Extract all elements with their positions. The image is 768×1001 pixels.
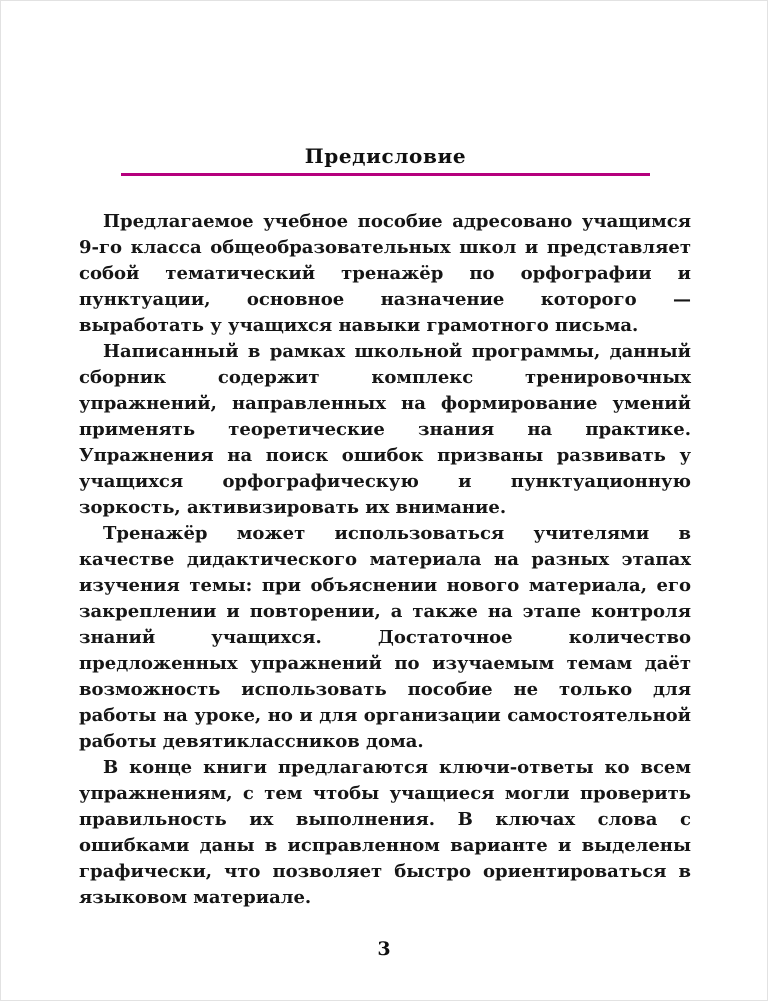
paragraph: Предлагаемое учебное пособие адресовано учащимся 9-го класса общеобразовательных школ и представляет собой тематический тренажёр по орфографии и пунктуации, основное назначение которого — выработать у учащихся навыки грамотного письма. <box>79 211 691 336</box>
page-title: Предисловие <box>304 144 467 168</box>
body-text <box>79 209 691 911</box>
page-number: 3 <box>377 938 391 960</box>
paragraph: Тренажёр может использоваться учителями в качестве дидактического материала на разных этапах изучения темы: при объяснении нового материала, его закреплении и повторении, а также на этапе контроля знаний учащихся. Достаточное количество предложенных упражнений по изучаемым темам даёт возможность использовать пособие не только для работы на уроке, но и для организации самостоятельной работы девятиклассников дома. <box>79 523 691 752</box>
paragraph: Написанный в рамках школьной программы, данный сборник содержит комплекс тренировочных упражнений, направленных на формирование умений применять теоретические знания на практике. Упражнения на поиск ошибок призваны развивать у учащихся орфографическую и пунктуационную зоркость, активизировать их внимание. <box>79 341 691 518</box>
chapter-heading <box>121 144 650 176</box>
title-underline <box>121 173 650 176</box>
paragraph: В конце книги предлагаются ключи-ответы ко всем упражнениям, с тем чтобы учащиеся могли проверить правильность их выполнения. В ключах слова с ошибками даны в исправленном варианте и выделены графически, что позволяет быстро ориентироваться в языковом материале. <box>79 757 691 908</box>
